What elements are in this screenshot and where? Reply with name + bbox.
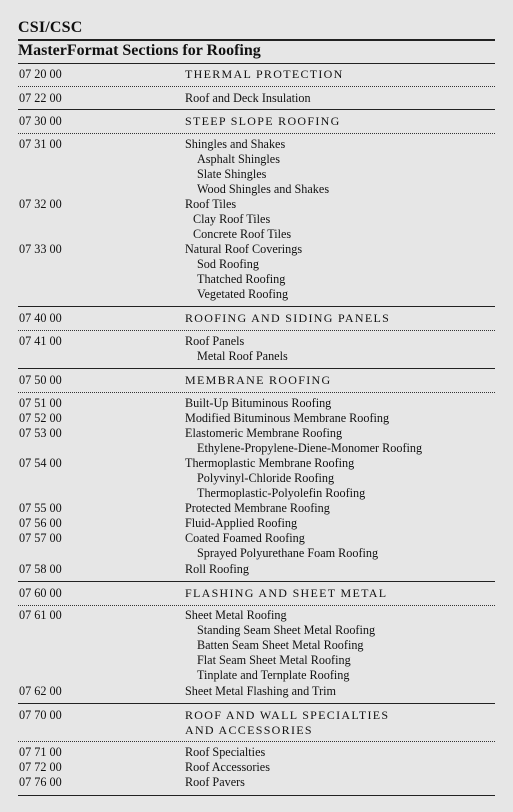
dotted-rule [18,741,495,742]
section-code: 07 53 00 [19,426,62,440]
dotted-rule [18,330,495,331]
subsection-name: Concrete Roof Tiles [193,227,292,241]
division-rule [18,581,495,582]
section-code: 07 30 00 [19,114,62,128]
subsection-name: Thermoplastic-Polyolefin Roofing [197,486,366,500]
table-title: MasterFormat Sections for Roofing [18,42,261,59]
division-rule [18,306,495,307]
subsection-name: Polyvinyl-Chloride Roofing [197,471,335,485]
subsection-name: Clay Roof Tiles [193,212,271,226]
section-name: Natural Roof Coverings [185,242,303,256]
subsection-name: Standing Seam Sheet Metal Roofing [197,623,376,637]
division-name-continued: AND ACCESSORIES [185,723,313,737]
section-name: Roof Tiles [185,197,237,211]
section-name: Elastomeric Membrane Roofing [185,426,343,440]
section-code: 07 57 00 [19,531,62,545]
subsection-name: Flat Seam Sheet Metal Roofing [197,653,351,667]
section-code: 07 41 00 [19,334,62,348]
section-code: 07 52 00 [19,411,62,425]
section-code: 07 32 00 [19,197,62,211]
subsection-name: Wood Shingles and Shakes [197,182,330,196]
section-code: 07 56 00 [19,516,62,530]
division-name: THERMAL PROTECTION [185,67,344,81]
section-name: Thermoplastic Membrane Roofing [185,456,355,470]
section-code: 07 54 00 [19,456,62,470]
subsection-name: Metal Roof Panels [197,349,288,363]
section-code: 07 55 00 [19,501,62,515]
subsection-name: Ethylene-Propylene-Diene-Monomer Roofing [197,441,423,455]
section-name: Roof Pavers [185,775,245,789]
bottom-rule [18,795,495,796]
section-name: Roof Panels [185,334,245,348]
subsection-name: Sod Roofing [197,257,259,271]
section-name: Sheet Metal Roofing [185,608,287,622]
header-rule [18,39,495,41]
section-name: Sheet Metal Flashing and Trim [185,684,336,698]
subsection-name: Vegetated Roofing [197,287,289,301]
section-name: Roof and Deck Insulation [185,91,311,105]
section-name: Protected Membrane Roofing [185,501,330,515]
section-code: 07 71 00 [19,745,62,759]
division-rule [18,368,495,369]
section-name: Roll Roofing [185,562,249,576]
subsection-name: Slate Shingles [197,167,267,181]
section-code: 07 20 00 [19,67,62,81]
section-code: 07 58 00 [19,562,62,576]
section-name: Roof Accessories [185,760,270,774]
subsection-name: Tinplate and Ternplate Roofing [197,668,350,682]
title-rule [18,63,495,64]
division-name: STEEP SLOPE ROOFING [185,114,341,128]
section-code: 07 31 00 [19,137,62,151]
division-rule [18,703,495,704]
subsection-name: Asphalt Shingles [197,152,280,166]
subsection-name: Sprayed Polyurethane Foam Roofing [197,546,379,560]
section-code: 07 72 00 [19,760,62,774]
division-name: ROOF AND WALL SPECIALTIES [185,708,390,722]
dotted-rule [18,605,495,606]
dotted-rule [18,133,495,134]
section-name: Built-Up Bituminous Roofing [185,396,332,410]
brand-title: CSI/CSC [18,19,83,36]
section-code: 07 22 00 [19,91,62,105]
section-name: Roof Specialties [185,745,266,759]
dotted-rule [18,86,495,87]
subsection-name: Batten Seam Sheet Metal Roofing [197,638,364,652]
section-code: 07 62 00 [19,684,62,698]
section-code: 07 70 00 [19,708,62,722]
division-name: MEMBRANE ROOFING [185,373,332,387]
section-code: 07 60 00 [19,586,62,600]
section-code: 07 51 00 [19,396,62,410]
section-name: Fluid-Applied Roofing [185,516,298,530]
section-code: 07 76 00 [19,775,62,789]
section-code: 07 50 00 [19,373,62,387]
dotted-rule [18,392,495,393]
section-name: Coated Foamed Roofing [185,531,305,545]
section-name: Modified Bituminous Membrane Roofing [185,411,390,425]
section-name: Shingles and Shakes [185,137,286,151]
division-rule [18,109,495,110]
section-code: 07 33 00 [19,242,62,256]
division-name: FLASHING AND SHEET METAL [185,586,388,600]
section-code: 07 61 00 [19,608,62,622]
subsection-name: Thatched Roofing [197,272,286,286]
division-name: ROOFING AND SIDING PANELS [185,311,391,325]
section-code: 07 40 00 [19,311,62,325]
